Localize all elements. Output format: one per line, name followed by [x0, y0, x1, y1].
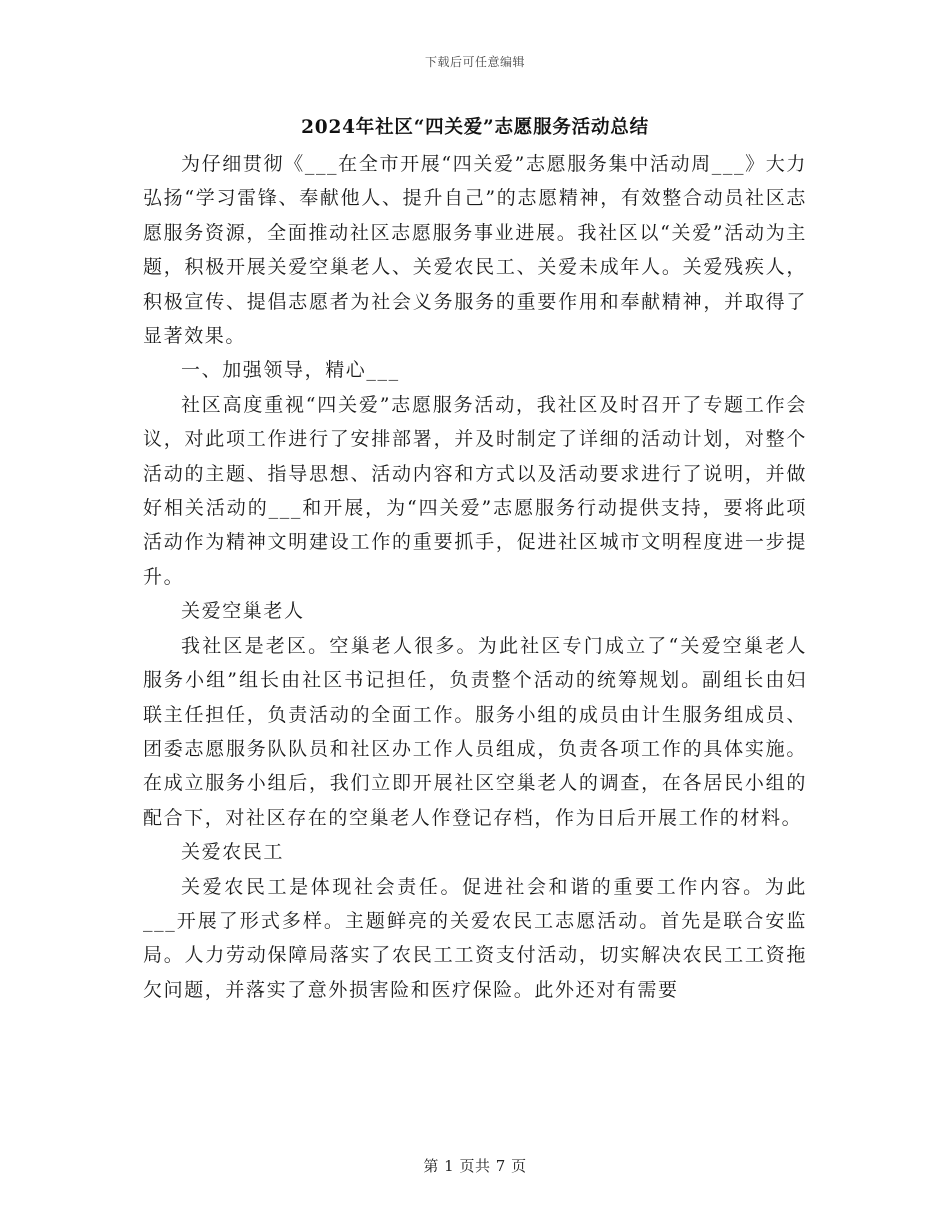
paragraph-migrant-workers: 关爱农民工是体现社会责任。促进社会和谐的重要工作内容。为此___开展了形式多样。主题鲜亮的关爱农民工志愿活动。首先是联合安监局。人力劳动保障局落实了农民工工资支付活动，切实解决农民工工资拖欠问题，并落实了意外损害险和医疗保险。此外还对有需要 — [143, 875, 807, 1001]
document-body — [143, 147, 807, 1007]
page-header-note: 下载后可任意编辑 — [424, 55, 525, 69]
section-heading-leadership: 一、加强领导，精心___ — [181, 359, 400, 382]
document-title: 2024年社区“四关爱”志愿服务活动总结 — [301, 117, 649, 138]
paragraph-leadership: 社区高度重视“四关爱”志愿服务活动，我社区及时召开了专题工作会议，对此项工作进行了安排部署，并及时制定了详细的活动计划，对整个活动的主题、指导思想、活动内容和方式以及活动要求进行了说明，并做好相关活动的___和开展，为“四关爱”志愿服务行动提供支持，要将此项活动作为精神文明建设工作的重要抓手，促进社区城市文明程度进一步提升。 — [143, 393, 807, 588]
paragraph-intro: 为仔细贯彻《___在全市开展“四关爱”志愿服务集中活动周___》大力弘扬“学习雷锋、奉献他人、提升自己”的志愿精神，有效整合动员社区志愿服务资源，全面推动社区志愿服务事业进展。我社区以“关爱”活动为主题，积极开展关爱空巢老人、关爱农民工、关爱未成年人。关爱残疾人，积极宣传、提倡志愿者为社会义务服务的重要作用和奉献精神，并取得了显著效果。 — [143, 153, 807, 348]
section-heading-migrant-workers: 关爱农民工 — [181, 841, 285, 864]
section-heading-elderly: 关爱空巢老人 — [181, 600, 305, 623]
paragraph-elderly: 我社区是老区。空巢老人很多。为此社区专门成立了“关爱空巢老人服务小组”组长由社区书记担任，负责整个活动的统筹规划。副组长由妇联主任担任，负责活动的全面工作。服务小组的成员由计生服务组成员、团委志愿服务队队员和社区办工作人员组成，负责各项工作的具体实施。在成立服务小组后，我们立即开展社区空巢老人的调查，在各居民小组的配合下，对社区存在的空巢老人作登记存档，作为日后开展工作的材料。 — [143, 634, 807, 829]
page-footer-page-number: 第 1 页共 7 页 — [423, 1157, 527, 1175]
